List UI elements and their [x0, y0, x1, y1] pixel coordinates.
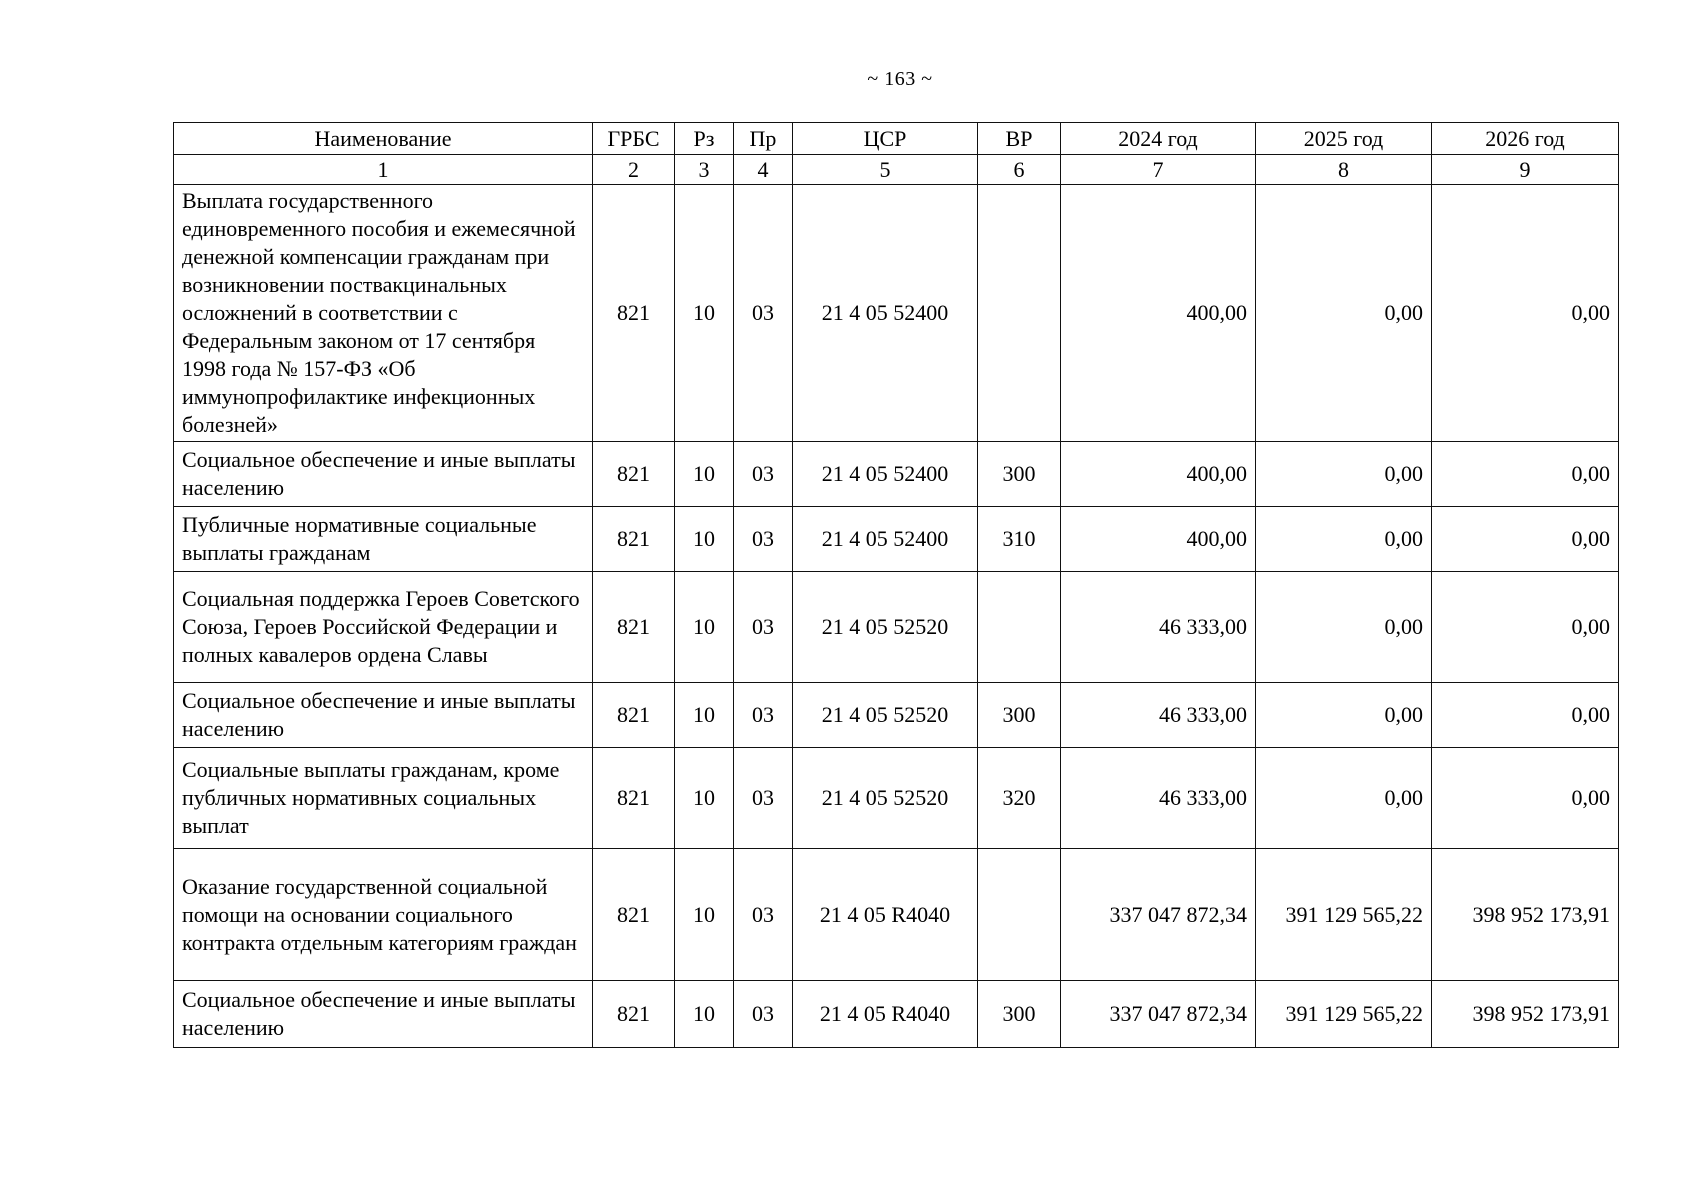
row-amount-2025: 0,00 [1256, 442, 1432, 507]
header-2024: 2024 год [1061, 123, 1256, 155]
row-amount-2024: 337 047 872,34 [1061, 849, 1256, 981]
row-amount-2024: 400,00 [1061, 507, 1256, 572]
row-name: Социальная поддержка Героев Советского Союза, Героев Российской Федерации и полных кавалеров ордена Славы [174, 572, 593, 683]
row-name: Оказание государственной социальной помощи на основании социального контракта отдельным категориям граждан [174, 849, 593, 981]
row-pr: 03 [734, 683, 793, 748]
row-csr: 21 4 05 R4040 [793, 849, 978, 981]
table-row [174, 683, 1619, 748]
row-amount-2025: 391 129 565,22 [1256, 849, 1432, 981]
row-rz: 10 [675, 507, 734, 572]
row-grbs: 821 [593, 572, 675, 683]
column-number: 2 [593, 155, 675, 185]
row-vr [978, 185, 1061, 442]
row-csr: 21 4 05 52400 [793, 185, 978, 442]
row-amount-2026: 0,00 [1432, 748, 1619, 849]
row-name: Публичные нормативные социальные выплаты гражданам [174, 507, 593, 572]
row-vr [978, 572, 1061, 683]
row-rz: 10 [675, 981, 734, 1048]
row-csr: 21 4 05 52400 [793, 442, 978, 507]
row-pr: 03 [734, 442, 793, 507]
row-rz: 10 [675, 442, 734, 507]
row-vr: 320 [978, 748, 1061, 849]
row-amount-2024: 400,00 [1061, 442, 1256, 507]
row-amount-2025: 0,00 [1256, 748, 1432, 849]
row-amount-2024: 46 333,00 [1061, 683, 1256, 748]
row-name: Социальное обеспечение и иные выплаты населению [174, 981, 593, 1048]
row-amount-2025: 391 129 565,22 [1256, 981, 1432, 1048]
row-rz: 10 [675, 849, 734, 981]
row-amount-2024: 46 333,00 [1061, 572, 1256, 683]
header-csr: ЦСР [793, 123, 978, 155]
header-2025: 2025 год [1256, 123, 1432, 155]
row-name: Выплата государственного единовременного пособия и ежемесячной денежной компенсации гражданам при возникновении поствакцинальных осложнений в соответствии с Федеральным законом от 17 сентября 1998 года № 157-ФЗ «Об иммунопрофилактике инфекционных болезней» [174, 185, 593, 442]
column-number: 4 [734, 155, 793, 185]
row-csr: 21 4 05 52520 [793, 572, 978, 683]
row-pr: 03 [734, 981, 793, 1048]
row-grbs: 821 [593, 442, 675, 507]
row-pr: 03 [734, 507, 793, 572]
column-number: 3 [675, 155, 734, 185]
row-amount-2026: 0,00 [1432, 683, 1619, 748]
row-grbs: 821 [593, 849, 675, 981]
row-grbs: 821 [593, 507, 675, 572]
row-rz: 10 [675, 572, 734, 683]
table-row [174, 185, 1619, 442]
column-number: 1 [174, 155, 593, 185]
row-amount-2026: 0,00 [1432, 442, 1619, 507]
table-row [174, 442, 1619, 507]
table-row [174, 572, 1619, 683]
row-vr: 300 [978, 683, 1061, 748]
budget-table [173, 122, 1619, 1048]
row-name: Социальное обеспечение и иные выплаты населению [174, 442, 593, 507]
header-grbs: ГРБС [593, 123, 675, 155]
row-amount-2025: 0,00 [1256, 572, 1432, 683]
row-name: Социальные выплаты гражданам, кроме публичных нормативных социальных выплат [174, 748, 593, 849]
row-grbs: 821 [593, 748, 675, 849]
column-number-row [174, 155, 1619, 185]
row-rz: 10 [675, 748, 734, 849]
row-vr: 310 [978, 507, 1061, 572]
row-vr [978, 849, 1061, 981]
row-grbs: 821 [593, 185, 675, 442]
row-vr: 300 [978, 442, 1061, 507]
row-vr: 300 [978, 981, 1061, 1048]
row-amount-2024: 400,00 [1061, 185, 1256, 442]
row-rz: 10 [675, 185, 734, 442]
row-amount-2025: 0,00 [1256, 185, 1432, 442]
column-number: 8 [1256, 155, 1432, 185]
row-pr: 03 [734, 849, 793, 981]
table-row [174, 507, 1619, 572]
header-rz: Рз [675, 123, 734, 155]
row-grbs: 821 [593, 683, 675, 748]
table-row [174, 748, 1619, 849]
column-number: 5 [793, 155, 978, 185]
row-pr: 03 [734, 748, 793, 849]
header-name: Наименование [174, 123, 593, 155]
row-csr: 21 4 05 R4040 [793, 981, 978, 1048]
table-row [174, 981, 1619, 1048]
column-number: 7 [1061, 155, 1256, 185]
row-amount-2025: 0,00 [1256, 683, 1432, 748]
row-amount-2024: 46 333,00 [1061, 748, 1256, 849]
row-pr: 03 [734, 572, 793, 683]
row-amount-2026: 0,00 [1432, 185, 1619, 442]
row-amount-2026: 0,00 [1432, 507, 1619, 572]
header-vr: ВР [978, 123, 1061, 155]
column-number: 6 [978, 155, 1061, 185]
table-header-row [174, 123, 1619, 155]
page-number: ~ 163 ~ [867, 68, 933, 90]
column-number: 9 [1432, 155, 1619, 185]
row-amount-2026: 0,00 [1432, 572, 1619, 683]
row-name: Социальное обеспечение и иные выплаты населению [174, 683, 593, 748]
row-amount-2025: 0,00 [1256, 507, 1432, 572]
row-csr: 21 4 05 52400 [793, 507, 978, 572]
row-grbs: 821 [593, 981, 675, 1048]
row-csr: 21 4 05 52520 [793, 748, 978, 849]
row-amount-2026: 398 952 173,91 [1432, 981, 1619, 1048]
row-rz: 10 [675, 683, 734, 748]
row-pr: 03 [734, 185, 793, 442]
table-row [174, 849, 1619, 981]
header-2026: 2026 год [1432, 123, 1619, 155]
row-amount-2026: 398 952 173,91 [1432, 849, 1619, 981]
header-pr: Пр [734, 123, 793, 155]
row-amount-2024: 337 047 872,34 [1061, 981, 1256, 1048]
row-csr: 21 4 05 52520 [793, 683, 978, 748]
